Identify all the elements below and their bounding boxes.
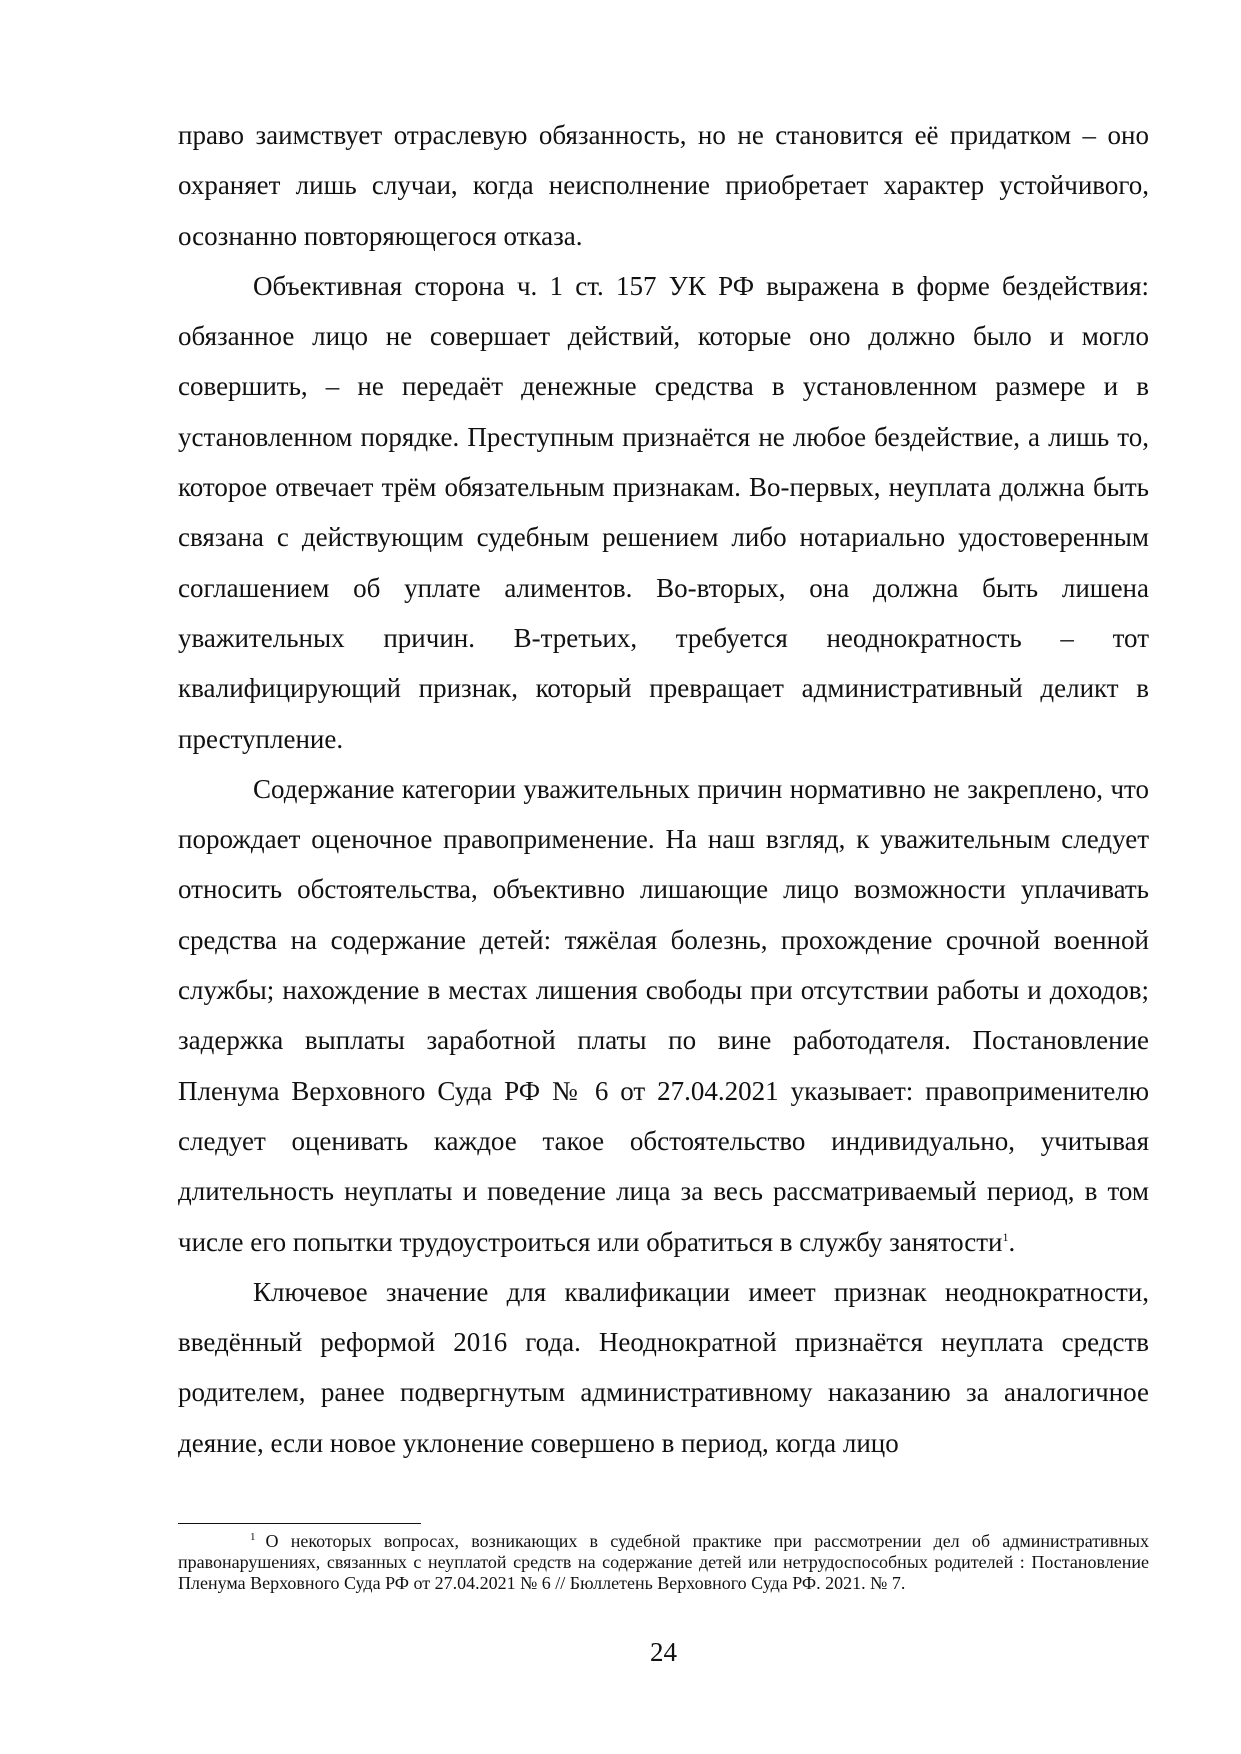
paragraph-4: Ключевое значение для квалификации имеет признак неоднократности, введённый реформой 2016 года. Неоднократной признаётся неуплата средств родителем, ранее подвергнутым административному наказанию за аналогичное деяние, если новое уклонение совершено в период, когда лицо bbox=[178, 1276, 1149, 1458]
paragraph-1: право заимствует отраслевую обязанность, но не становится её придатком – оно охраняет лишь случаи, когда неисполнение приобретает характер устойчивого, осознанно повторяющегося отказа. bbox=[178, 120, 1149, 251]
footnote bbox=[178, 1531, 1149, 1593]
paragraph-3-text: Содержание категории уважительных причин нормативно не закреплено, что порождает оценочное правоприменение. На наш взгляд, к уважительным следует относить обстоятельства, объективно лишающие лицо возможности уплачивать средства на содержание детей: тяжёлая болезнь, прохождение срочной военной службы; нахождение в местах лишения свободы при отсутствии работы и доходов; задержка выплаты заработной платы по вине работодателя. Постановление Пленума Верховного Суда РФ № 6 от 27.04.2021 указывает: правоприменителю следует оценивать каждое такое обстоятельство индивидуально, учитывая длительность неуплаты и поведение лица за весь рассматриваемый период, в том числе его попытки трудоустроиться или обратиться в службу занятости bbox=[178, 773, 1149, 1257]
footnote-number: 1 bbox=[250, 1531, 256, 1543]
footnote-separator bbox=[178, 1523, 421, 1524]
footnote-text: О некоторых вопросах, возникающих в судебной практике при рассмотрении дел об административных правонарушениях, связанных с неуплатой средств на содержание детей или нетрудоспособных родителей : Постановление Пленума Верховного Суда РФ от 27.04.2021 № 6 // Бюллетень Верховного Суда РФ. 2021. № 7. bbox=[178, 1531, 1149, 1593]
body-text bbox=[178, 110, 1149, 1468]
paragraph-3 bbox=[178, 764, 1149, 1267]
footnote-reference[interactable]: 1 bbox=[1002, 1229, 1009, 1244]
paragraph-2: Объективная сторона ч. 1 ст. 157 УК РФ выражена в форме бездействия: обязанное лицо не совершает действий, которые оно должно было и могло совершить, – не передаёт денежные средства в установленном размере и в установленном порядке. Преступным признаётся не любое бездействие, а лишь то, которое отвечает трём обязательным признакам. Во-первых, неуплата должна быть связана с действующим судебным решением либо нотариально удостоверенным соглашением об уплате алиментов. Во-вторых, она должна быть лишена уважительных причин. В-третьих, требуется неоднократность – тот квалифицирующий признак, который превращает административный деликт в преступление. bbox=[178, 270, 1149, 754]
page-number: 24 bbox=[650, 1637, 677, 1667]
paragraph-3-end: . bbox=[1008, 1226, 1016, 1257]
